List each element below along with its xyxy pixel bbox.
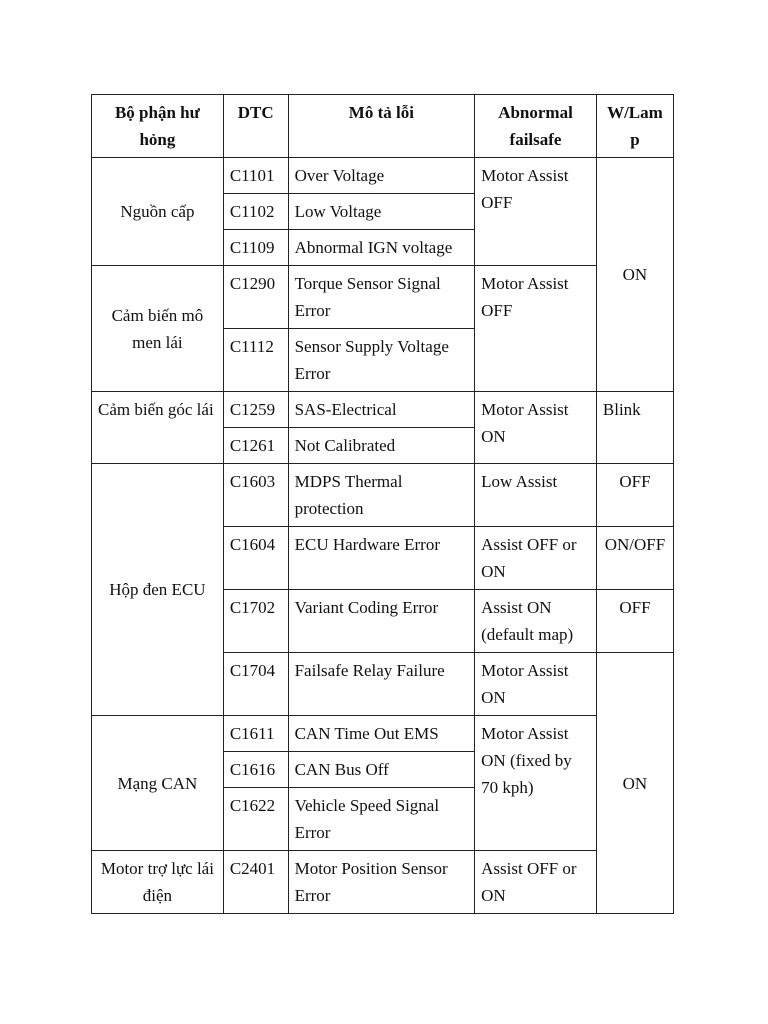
dtc-cell: C1611 <box>223 716 288 752</box>
dtc-cell: C1702 <box>223 590 288 653</box>
header-component: Bộ phận hư hỏng <box>92 95 224 158</box>
wlamp-cell: Blink <box>596 392 673 464</box>
description-cell: ECU Hardware Error <box>288 527 475 590</box>
table-row <box>92 851 674 914</box>
table-row <box>92 392 674 428</box>
wlamp-cell: ON <box>596 158 673 392</box>
table-header-row <box>92 95 674 158</box>
dtc-cell: C1604 <box>223 527 288 590</box>
dtc-cell: C1603 <box>223 464 288 527</box>
failsafe-cell: Assist ON (default map) <box>475 590 597 653</box>
header-wlamp: W/Lamp <box>596 95 673 158</box>
description-cell: Failsafe Relay Failure <box>288 653 475 716</box>
description-cell: Over Voltage <box>288 158 475 194</box>
dtc-cell: C1616 <box>223 752 288 788</box>
component-cell: Mạng CAN <box>92 716 224 851</box>
description-cell: CAN Bus Off <box>288 752 475 788</box>
table-row <box>92 158 674 194</box>
description-cell: Vehicle Speed Signal Error <box>288 788 475 851</box>
description-cell: MDPS Thermal protection <box>288 464 475 527</box>
failsafe-cell: Assist OFF or ON <box>475 851 597 914</box>
failsafe-cell: Motor Assist ON <box>475 653 597 716</box>
dtc-cell: C1109 <box>223 230 288 266</box>
component-cell: Motor trợ lực lái điện <box>92 851 224 914</box>
description-cell: Abnormal IGN voltage <box>288 230 475 266</box>
description-cell: Variant Coding Error <box>288 590 475 653</box>
dtc-cell: C1622 <box>223 788 288 851</box>
wlamp-cell: ON <box>596 653 673 914</box>
description-cell: Not Calibrated <box>288 428 475 464</box>
component-cell: Nguồn cấp <box>92 158 224 266</box>
table-row <box>92 716 674 752</box>
description-cell: Low Voltage <box>288 194 475 230</box>
dtc-cell: C2401 <box>223 851 288 914</box>
dtc-cell: C1704 <box>223 653 288 716</box>
wlamp-cell: OFF <box>596 464 673 527</box>
failsafe-cell: Low Assist <box>475 464 597 527</box>
description-cell: Sensor Supply Voltage Error <box>288 329 475 392</box>
wlamp-cell: OFF <box>596 590 673 653</box>
table-row <box>92 464 674 527</box>
dtc-cell: C1102 <box>223 194 288 230</box>
description-cell: Torque Sensor Signal Error <box>288 266 475 329</box>
dtc-cell: C1259 <box>223 392 288 428</box>
header-description: Mô tả lỗi <box>288 95 475 158</box>
dtc-cell: C1261 <box>223 428 288 464</box>
dtc-cell: C1112 <box>223 329 288 392</box>
failsafe-cell: Motor Assist ON <box>475 392 597 464</box>
failsafe-cell: Motor Assist ON (fixed by 70 kph) <box>475 716 597 851</box>
header-failsafe: Abnormal failsafe <box>475 95 597 158</box>
failsafe-cell: Motor Assist OFF <box>475 158 597 266</box>
description-cell: CAN Time Out EMS <box>288 716 475 752</box>
dtc-cell: C1290 <box>223 266 288 329</box>
dtc-table <box>91 94 674 914</box>
component-cell: Cảm biến mô men lái <box>92 266 224 392</box>
component-cell: Hộp đen ECU <box>92 464 224 716</box>
wlamp-cell: ON/OFF <box>596 527 673 590</box>
failsafe-cell: Assist OFF or ON <box>475 527 597 590</box>
failsafe-cell: Motor Assist OFF <box>475 266 597 392</box>
table-row <box>92 266 674 329</box>
description-cell: SAS-Electrical <box>288 392 475 428</box>
dtc-cell: C1101 <box>223 158 288 194</box>
component-cell: Cảm biến góc lái <box>92 392 224 464</box>
description-cell: Motor Position Sensor Error <box>288 851 475 914</box>
header-dtc: DTC <box>223 95 288 158</box>
